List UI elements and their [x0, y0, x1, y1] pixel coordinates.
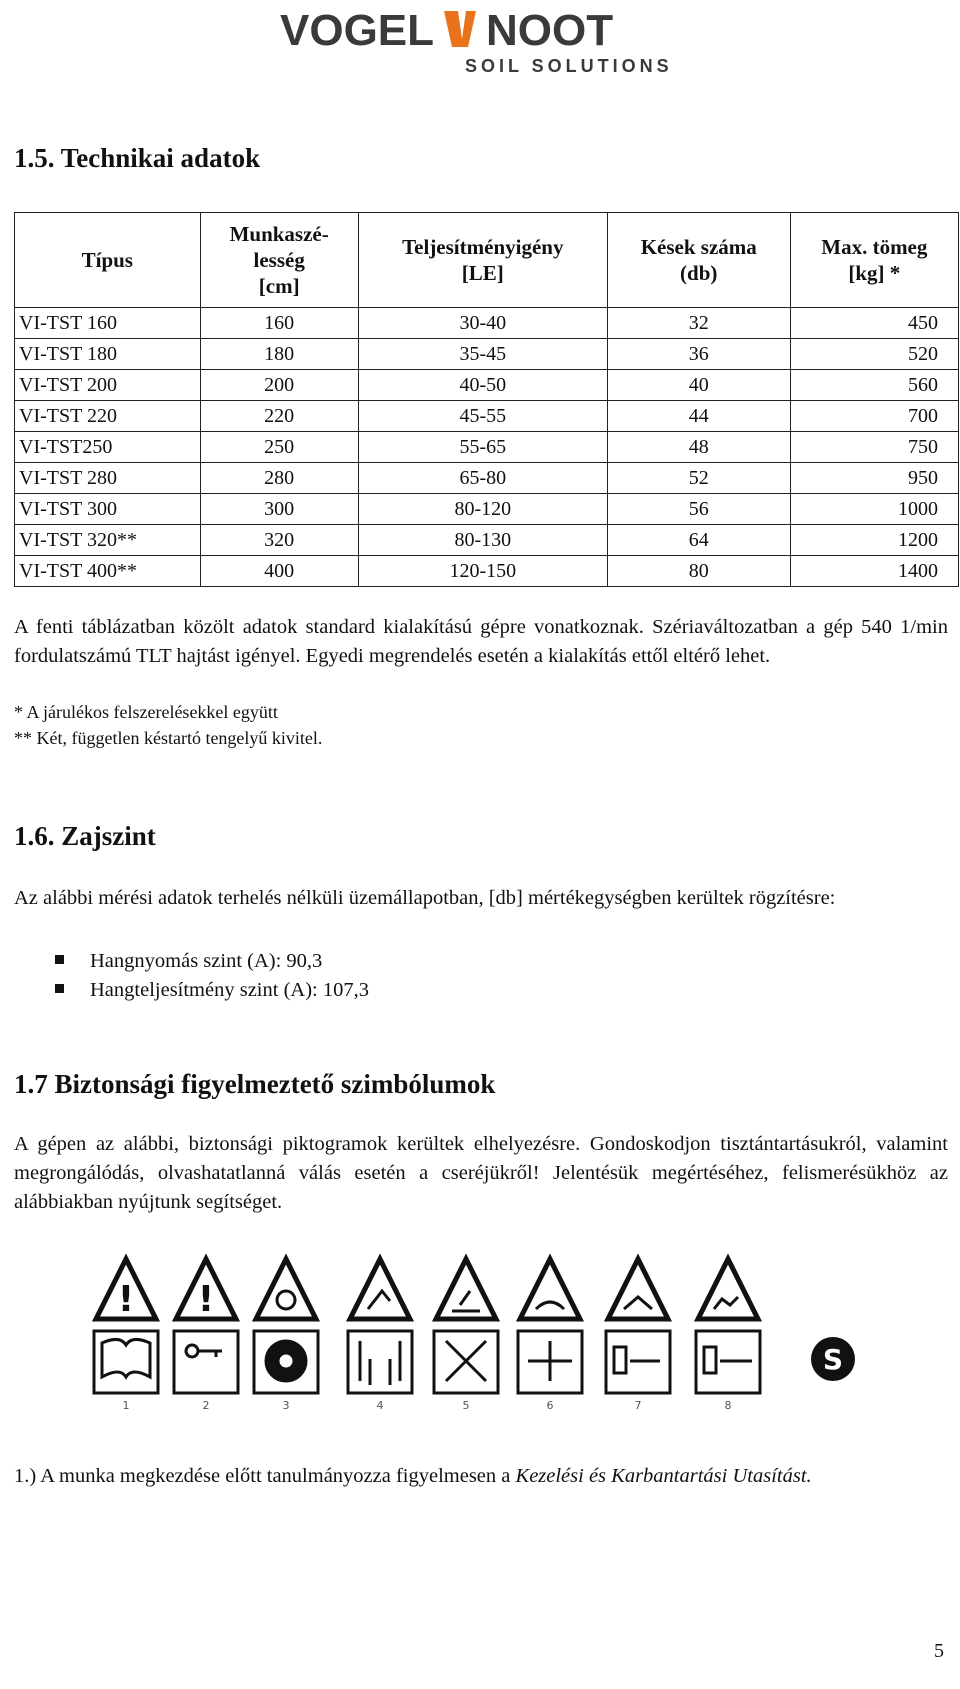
bullet-text: Hangnyomás szint (A): 90,3 [90, 950, 323, 972]
instruction-item-1-text: 1.) A munka megkezdése előtt tanulmányozza figyelmesen a [14, 1465, 516, 1487]
table-header-line: Munkaszé- [229, 222, 329, 246]
instruction-item-1 [14, 1462, 948, 1491]
table-header-cell [358, 213, 607, 308]
pictogram-number: 4 [376, 1399, 384, 1412]
read-manual-icon [94, 1331, 158, 1393]
technical-data-paragraph: A fenti táblázatban közölt adatok standard kialakítású gépre vonatkoznak. Szériaváltozatban a gép 540 1/min fordulatszámú TLT hajtást igényel. Egyedi megrendelés esetén a kialakítás ettől eltérő lehet. [14, 616, 948, 667]
warning-triangle-8 [698, 1259, 758, 1319]
table-cell: 120-150 [358, 556, 607, 587]
section-heading-noise-level: 1.6. Zajszint [14, 821, 156, 851]
table-cell: 80-130 [358, 525, 607, 556]
safety-pictograms [88, 1245, 888, 1415]
table-cell: 30-40 [358, 308, 607, 339]
bullet-sound-power [55, 976, 369, 1005]
noise-paragraph: Az alábbi mérési adatok terhelés nélküli üzemállapotban, [db] mértékegységben kerültek rögzítésre: [14, 887, 836, 909]
crush-hazard-icon [348, 1331, 412, 1393]
table-row [15, 463, 959, 494]
table-header-row [15, 213, 959, 308]
table-header-cell [200, 213, 358, 308]
table-cell: 250 [200, 432, 358, 463]
remove-key-icon [174, 1331, 238, 1393]
table-cell: 1000 [790, 494, 958, 525]
table-cell: 52 [607, 463, 790, 494]
table-cell: 950 [790, 463, 958, 494]
page-number: 5 [934, 1640, 944, 1662]
table-cell: 160 [200, 308, 358, 339]
warning-triangle-1 [96, 1259, 156, 1320]
table-cell: 450 [790, 308, 958, 339]
table-cell: 56 [607, 494, 790, 525]
svg-text:!: ! [197, 1279, 215, 1320]
table-row [15, 370, 959, 401]
table-row [15, 308, 959, 339]
table-cell: 520 [790, 339, 958, 370]
bullet-text: Hangteljesítmény szint (A): 107,3 [90, 979, 369, 1001]
table-cell: 1400 [790, 556, 958, 587]
table-cell: 32 [607, 308, 790, 339]
table-cell: VI-TST 220 [15, 401, 201, 432]
table-cell: 55-65 [358, 432, 607, 463]
pictogram-number: 2 [202, 1399, 210, 1412]
table-cell: 700 [790, 401, 958, 432]
table-cell: 48 [607, 432, 790, 463]
table-cell: VI-TST 400** [15, 556, 201, 587]
safety-paragraph: A gépen az alábbi, biztonsági piktogramok kerültek elhelyezésre. Gondoskodjon tisztántartásukról, valamint megrongálódás, olvashatatlanná válás esetén a cseréjükről! Jelentésük megértéséhez, felismerésükhöz az alábbiakban nyújtunk segítséget. [14, 1133, 948, 1213]
table-header-line: [cm] [258, 274, 300, 298]
table-cell: VI-TST 160 [15, 308, 201, 339]
svg-text:!: ! [117, 1279, 135, 1320]
pictogram-number: 6 [546, 1399, 554, 1412]
bullet-sound-pressure [55, 947, 322, 976]
table-row [15, 556, 959, 587]
table-cell: VI-TST 280 [15, 463, 201, 494]
company-logo [280, 6, 680, 76]
table-body [15, 308, 959, 587]
table-header-cell [790, 213, 958, 308]
table-cell: 300 [200, 494, 358, 525]
pictogram-number: 1 [122, 1399, 130, 1412]
warning-triangle-5 [436, 1259, 496, 1319]
table-cell: 65-80 [358, 463, 607, 494]
logo-tagline: SOIL SOLUTIONS [465, 56, 673, 76]
table-cell: 220 [200, 401, 358, 432]
rotating-blades-icon [518, 1331, 582, 1393]
pictogram-number: 5 [462, 1399, 470, 1412]
stay-clear-icon [434, 1331, 498, 1393]
table-header-line: Max. tömeg [821, 235, 928, 259]
table-header-line: [kg] * [848, 261, 901, 285]
table-row [15, 432, 959, 463]
table-cell: VI-TST 300 [15, 494, 201, 525]
table-header-line: (db) [680, 261, 718, 285]
table-header-cell [607, 213, 790, 308]
table-header-line: Teljesítményigény [402, 235, 564, 259]
warning-triangle-2 [176, 1259, 236, 1320]
table-cell: 44 [607, 401, 790, 432]
table-row [15, 339, 959, 370]
manual-title: Kezelési és Karbantartási Utasítást. [515, 1465, 812, 1487]
table-cell: 180 [200, 339, 358, 370]
warning-triangle-4 [350, 1259, 410, 1319]
table-row [15, 401, 959, 432]
svg-text:S: S [822, 1343, 844, 1376]
warning-triangle-7 [608, 1259, 668, 1319]
table-cell: 40-50 [358, 370, 607, 401]
technical-data-table [14, 212, 959, 587]
table-cell: 80-120 [358, 494, 607, 525]
table-cell: 35-45 [358, 339, 607, 370]
logo-brand-right: NOOT [486, 6, 614, 55]
warning-triangle-6 [520, 1259, 580, 1319]
footnote-accessories: * A járulékos felszerelésekkel együtt [14, 702, 278, 722]
table-cell: VI-TST 180 [15, 339, 201, 370]
table-cell: 400 [200, 556, 358, 587]
slow-vehicle-icon [811, 1337, 855, 1381]
table-cell: 320 [200, 525, 358, 556]
table-cell: VI-TST 320** [15, 525, 201, 556]
table-cell: VI-TST 200 [15, 370, 201, 401]
table-cell: 200 [200, 370, 358, 401]
footnote-dual-shaft: ** Két, független késtartó tengelyű kivitel. [14, 728, 323, 748]
logo-brand-left: VOGEL [280, 6, 435, 55]
table-cell: 560 [790, 370, 958, 401]
section-heading-technical-data: 1.5. Technikai adatok [14, 143, 261, 173]
safe-distance-icon [606, 1331, 670, 1393]
table-cell: 80 [607, 556, 790, 587]
table-cell: 45-55 [358, 401, 607, 432]
pictogram-number: 7 [634, 1399, 642, 1412]
table-header-line: Típus [81, 248, 133, 272]
table-cell: 40 [607, 370, 790, 401]
table-cell: VI-TST250 [15, 432, 201, 463]
table-cell: 750 [790, 432, 958, 463]
table-header-line: Kések száma [640, 235, 757, 259]
pictogram-number: 8 [724, 1399, 732, 1412]
bullet-square-icon [55, 984, 64, 993]
table-cell: 280 [200, 463, 358, 494]
rotating-shaft-icon [254, 1331, 318, 1393]
table-header-line: lesség [253, 248, 305, 272]
table-row [15, 494, 959, 525]
warning-triangle-3 [256, 1259, 316, 1319]
table-cell: 1200 [790, 525, 958, 556]
table-row [15, 525, 959, 556]
table-cell: 36 [607, 339, 790, 370]
bullet-square-icon [55, 955, 64, 964]
logo-mark-icon [440, 9, 480, 49]
thrown-objects-icon [696, 1331, 760, 1393]
table-cell: 64 [607, 525, 790, 556]
pictogram-number: 3 [282, 1399, 290, 1412]
table-header-cell [15, 213, 201, 308]
table-header-line: [LE] [461, 261, 504, 285]
section-heading-safety-symbols: 1.7 Biztonsági figyelmeztető szimbólumok [14, 1069, 496, 1099]
